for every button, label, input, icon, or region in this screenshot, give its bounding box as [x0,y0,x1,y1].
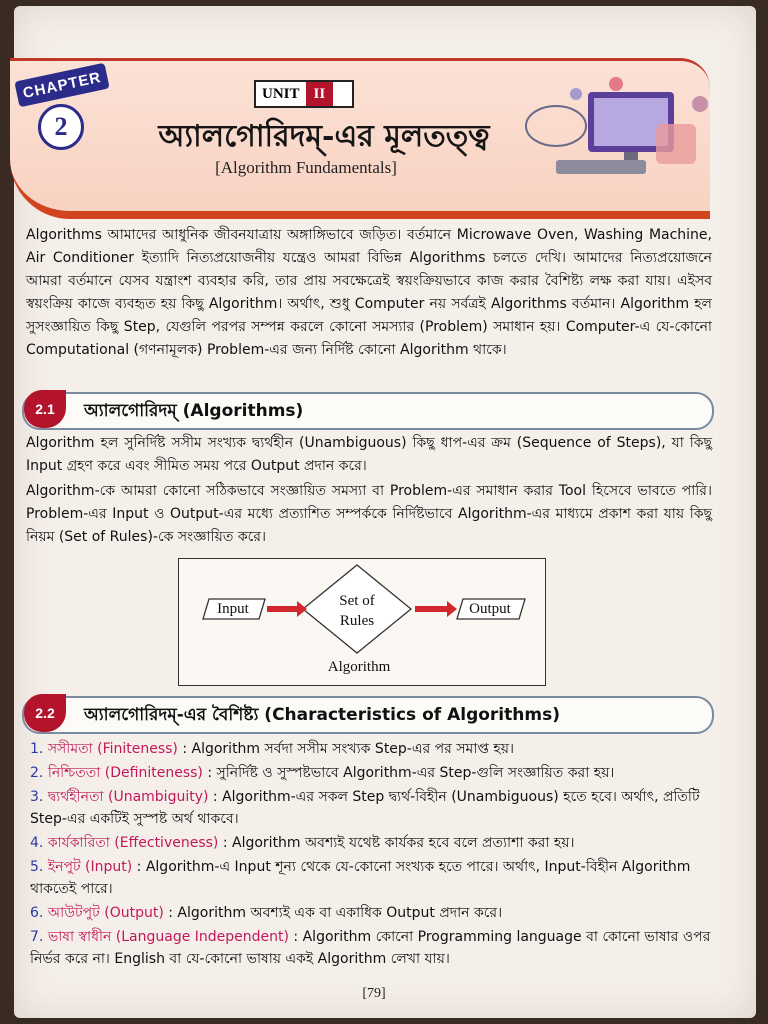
list-item-finiteness [30,738,714,760]
list-term: নিশ্চিততা (Definiteness) [47,765,203,781]
output-label: Output [469,601,511,617]
list-text: : Algorithm অবশ্যই যথেষ্ট কার্যকর হবে বলে প্রত্যাশা করা হয়। [218,835,575,851]
list-item-input [30,856,714,900]
list-number: 2. [30,765,44,781]
list-item-effectiveness [30,832,714,854]
list-item-language-independent [30,926,714,970]
section-title: অ্যালগোরিদম্‌ (Algorithms) [84,401,304,421]
list-text: : সুনির্দিষ্ট ও সুস্পষ্টভাবে Algorithm-এর Step-গুলি সংজ্ঞায়িত করা হয়। [202,765,615,781]
rules-label-line2: Rules [339,613,375,629]
list-term: ভাষা স্বাধীন (Language Independent) [47,929,289,945]
section-header-2-1 [22,392,714,430]
list-text: : Algorithm-এ Input শূন্য থেকে যে-কোনো সংখ্যক হতে পারে। অর্থাৎ, Input-বিহীন Algorithm থাকতেই পারে। [30,859,691,897]
list-term: কার্যকারিতা (Effectiveness) [47,835,219,851]
list-term: সসীমতা (Finiteness) [47,741,178,757]
list-term: দ্ব্যর্থহীনতা (Unambiguity) [47,789,209,805]
unit-number: II [306,82,334,106]
page-number: [79] [362,986,386,1001]
list-text: : Algorithm অবশ্যই এক বা একাধিক Output প্রদান করে। [163,905,503,921]
algorithm-tool-paragraph: Algorithm-কে আমরা কোনো সঠিকভাবে সংজ্ঞায়িত সমস্যা বা Problem-এর সমাধান করার Tool হিসেবে ভাবতে পারি। Problem-এর Input ও Output-এর মধ্যে প্রত্যাশিত সম্পর্ককে নির্দিষ্টভাবে Algorithm-এর মাধ্যমে প্রকাশ করা যায় কিছু নিয়ম (Set of Rules)-কে সংজ্ঞায়িত করে। [26,483,712,545]
section-number: 2.1 [24,390,66,428]
list-text: : Algorithm কোনো Programming language বা কোনো ভাষার ওপর নির্ভর করে না। English বা যে-কোনো ভাষায় একই Algorithm লেখা যায়। [30,929,711,967]
section-header-2-2 [22,696,714,734]
list-item-output [30,902,714,924]
algorithm-definition-paragraph: Algorithm হল সুনির্দিষ্ট সসীম সংখ্যক দ্ব্যর্থহীন (Unambiguous) কিছু ধাপ-এর ক্রম (Sequence of Steps), যা কিছু Input গ্রহণ করে এবং সীমিত সময় পরে Output প্রদান করে। [26,435,712,474]
list-number: 5. [30,859,44,875]
list-number: 6. [30,905,44,921]
chapter-number: 2 [38,104,84,150]
list-item-unambiguity [30,786,714,830]
diagram-caption: Algorithm [327,659,391,675]
rules-label-line1: Set of [339,593,375,609]
list-number: 3. [30,789,44,805]
input-label: Input [217,601,249,617]
list-text: : Algorithm-এর সকল Step দ্ব্যর্থ-বিহীন (Unambiguous) হতে হবে। অর্থাৎ, প্রতিটি Step-এর একটিই সুস্পষ্ট অর্থ থাকবে। [30,789,700,827]
chapter-title: অ্যালগোরিদম্‌-এর মূলতত্ত্ব [158,119,490,154]
section-title: অ্যালগোরিদম্‌-এর বৈশিষ্ট্য (Characteristics of Algorithms) [84,705,560,725]
list-number: 1. [30,741,44,757]
section-number: 2.2 [24,694,66,732]
arrow-input-to-rules [267,601,307,617]
list-term: ইনপুট (Input) [47,859,133,875]
intro-paragraph: Algorithms আমাদের আধুনিক জীবনযাত্রায় অঙ্গাঙ্গিভাবে জড়িত। বর্তমানে Microwave Oven, Washing Machine, Air Conditioner ইত্যাদি নিত্যপ্রয়োজনীয় যন্ত্রেও আমরা বিভিন্ন Algorithms চলতে দেখি। আমাদের নিত্যপ্রয়োজনে আমরা বর্তমানে যেসব যন্ত্রাংশ ব্যবহার করি, তার প্রায় সবক্ষেত্রেই স্বয়ংক্রিয়ভাবে কাজ করার বৈশিষ্ট্য লক্ষ করা যায়। এইসব স্বয়ংক্রিয় কাজে ব্যবহৃত হয় কিছু Algorithm। অর্থাৎ, শুধু Computer নয় সর্বত্রই Algorithms বর্তমান। Algorithm হল সুসংজ্ঞায়িত কিছু Step, যেগুলি পরপর সম্পন্ন করলে কোনো সমস্যার (Problem) সমাধান হয়। Computer-এ যে-কোনো Computational (গণনামূলক) Problem-এর জন্য নির্দিষ্ট কোনো Algorithm থাকে। [26,227,712,358]
unit-word: UNIT [262,85,300,102]
list-number: 4. [30,835,44,851]
list-term: আউটপুট (Output) [47,905,164,921]
list-text: : Algorithm সর্বদা সসীম সংখ্যক Step-এর পর সমাপ্ত হয়। [177,741,514,757]
arrow-rules-to-output [415,601,457,617]
chapter-label: CHAPTER [14,63,109,108]
list-item-definiteness [30,762,714,784]
list-number: 7. [30,929,44,945]
chapter-subtitle: [Algorithm Fundamentals] [215,158,397,177]
computer-illustration-icon [516,64,726,184]
unit-badge [254,80,354,108]
algorithm-diagram [178,558,546,686]
